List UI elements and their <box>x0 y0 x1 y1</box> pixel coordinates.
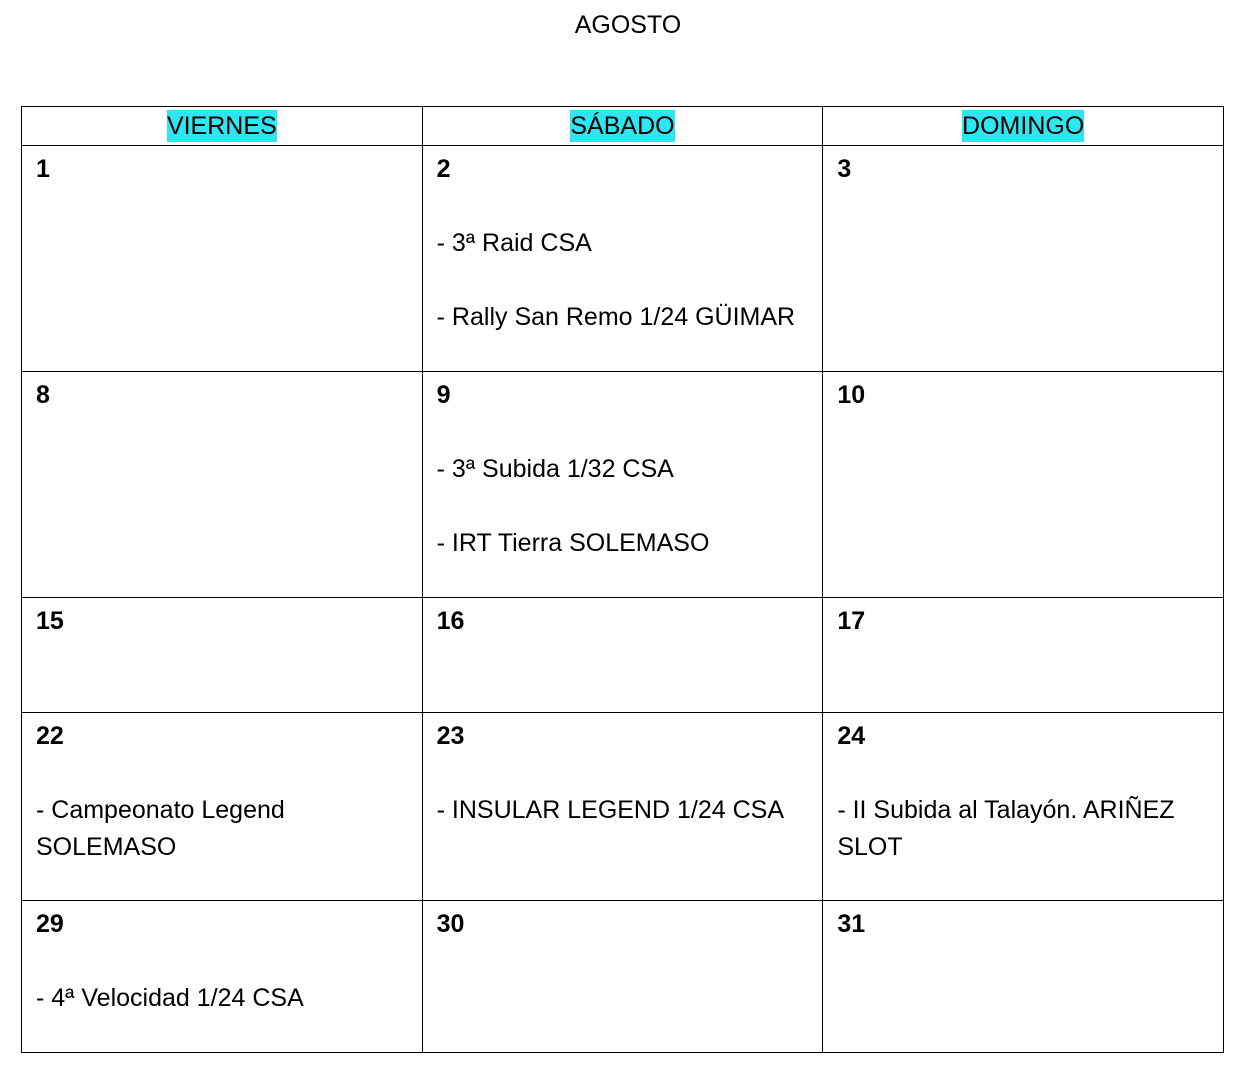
day-cell <box>22 146 423 372</box>
event-item: - Campeonato Legend SOLEMASO <box>36 796 285 861</box>
day-cell <box>823 713 1224 901</box>
day-cell <box>823 901 1224 1053</box>
day-number: 23 <box>436 722 465 750</box>
event-item: - 4ª Velocidad 1/24 CSA <box>36 984 304 1012</box>
header-label: DOMINGO <box>962 111 1085 140</box>
day-number: 16 <box>436 607 465 635</box>
day-number: 3 <box>837 155 852 183</box>
event-item: - II Subida al Talayón. ARIÑEZ SLOT <box>837 796 1175 861</box>
week-row <box>22 146 1224 372</box>
day-cell <box>823 146 1224 372</box>
day-number: 17 <box>837 607 866 635</box>
month-title: AGOSTO <box>574 11 682 39</box>
day-number: 31 <box>837 910 866 938</box>
day-number: 22 <box>36 722 64 750</box>
header-row <box>22 107 1224 146</box>
week-row <box>22 598 1224 713</box>
event-item: - 3ª Raid CSA <box>436 229 592 257</box>
day-cell <box>22 901 423 1053</box>
day-number: 24 <box>837 722 866 750</box>
day-cell <box>22 372 423 598</box>
week-row <box>22 901 1224 1053</box>
day-number: 9 <box>436 381 451 409</box>
week-row <box>22 713 1224 901</box>
calendar-table <box>21 106 1224 1053</box>
day-cell <box>22 598 423 713</box>
day-cell <box>422 901 823 1053</box>
header-sunday <box>823 107 1224 146</box>
day-number: 10 <box>837 381 866 409</box>
day-number: 1 <box>36 155 50 183</box>
event-item: - 3ª Subida 1/32 CSA <box>436 455 674 483</box>
day-number: 2 <box>436 155 451 183</box>
day-cell <box>823 598 1224 713</box>
day-number: 30 <box>436 910 465 938</box>
header-saturday <box>422 107 823 146</box>
week-row <box>22 372 1224 598</box>
day-cell <box>422 713 823 901</box>
header-label: SÁBADO <box>570 111 675 140</box>
event-item: - IRT Tierra SOLEMASO <box>436 529 710 557</box>
day-cell <box>22 713 423 901</box>
day-number: 29 <box>36 910 64 938</box>
event-item: - Rally San Remo 1/24 GÜIMAR <box>436 303 796 331</box>
day-cell <box>422 598 823 713</box>
day-cell <box>422 372 823 598</box>
header-friday <box>22 107 423 146</box>
day-cell <box>422 146 823 372</box>
day-number: 15 <box>36 607 64 635</box>
day-number: 8 <box>36 381 50 409</box>
header-label: VIERNES <box>166 111 277 140</box>
day-cell <box>823 372 1224 598</box>
event-item: - INSULAR LEGEND 1/24 CSA <box>436 796 784 824</box>
